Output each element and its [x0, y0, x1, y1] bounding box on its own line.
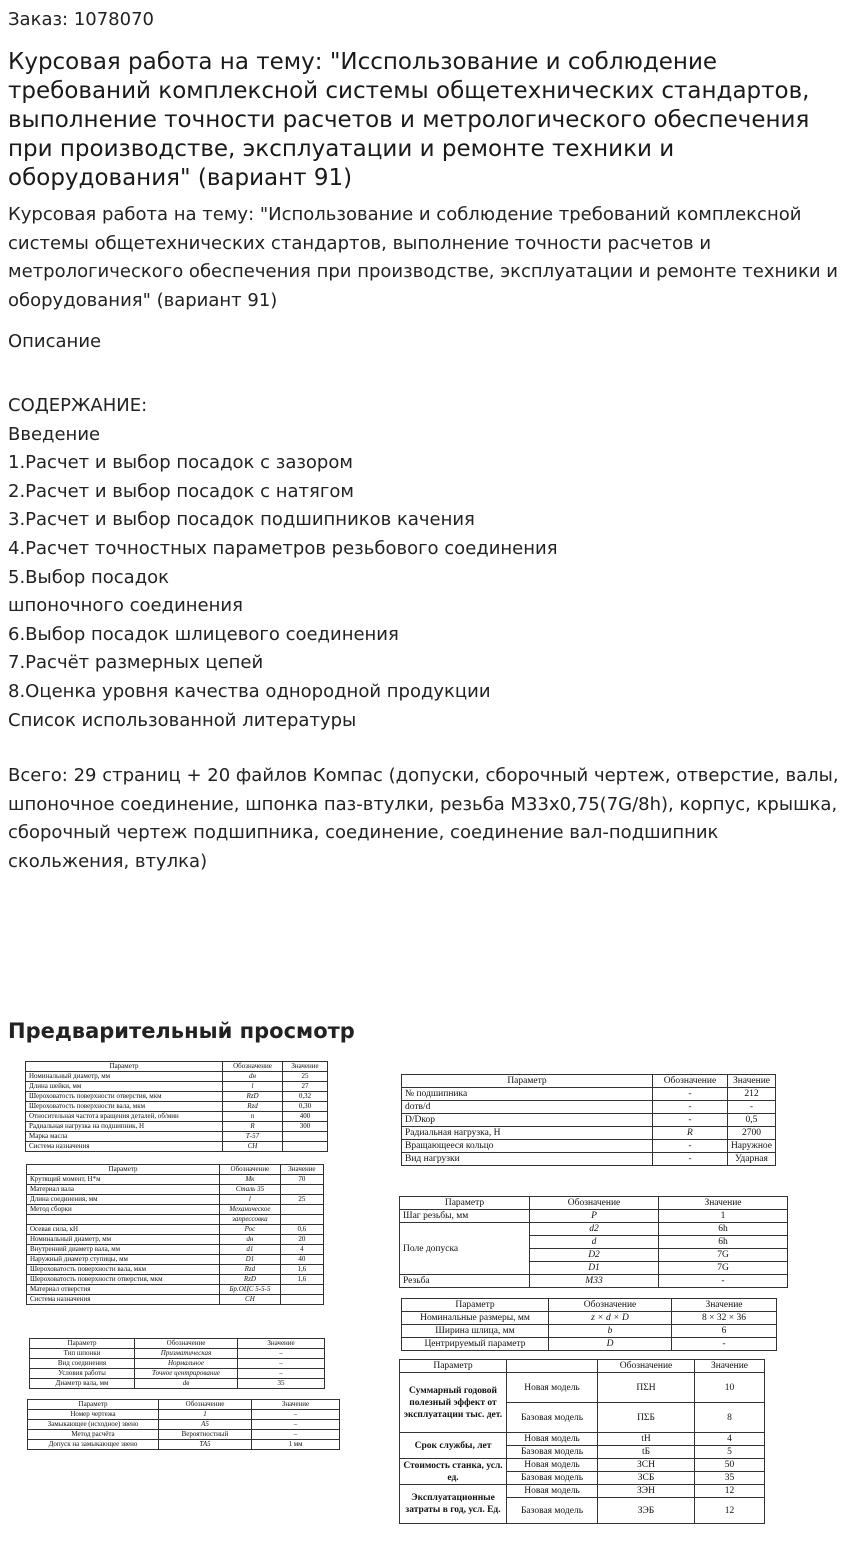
table-row [400, 1433, 765, 1446]
table-row [400, 1223, 788, 1236]
table-cell: Ударная [727, 1153, 775, 1166]
table-header: Параметр [400, 1360, 507, 1373]
table-cell [280, 1215, 323, 1225]
table-cell: 40 [280, 1255, 323, 1265]
table-header [507, 1360, 598, 1373]
table-cell: Т-57 [223, 1132, 283, 1142]
table-cell: 0,30 [282, 1102, 327, 1112]
table-cell: Шероховатость поверхности отверстия, мкм [27, 1275, 220, 1285]
table-cell: Rzd [223, 1102, 283, 1112]
table-row [400, 1459, 765, 1472]
table-row [28, 1420, 340, 1430]
table-cell: Номинальный диаметр, мм [26, 1072, 223, 1082]
table-cell: Метод сборки [27, 1205, 220, 1215]
table-cell: RzD [220, 1275, 281, 1285]
order-number: Заказ: 1078070 [8, 9, 154, 30]
table-row [402, 1114, 776, 1127]
table-row [26, 1112, 328, 1122]
table-cell: – [238, 1359, 325, 1369]
table-cell: - [672, 1338, 777, 1351]
table-cell: Новая модель [507, 1433, 598, 1446]
table-row [28, 1430, 340, 1440]
table-cell: 300 [282, 1122, 327, 1132]
table-cell: 4 [280, 1245, 323, 1255]
contents-item: Список использованной литературы [8, 709, 357, 731]
table-row [400, 1210, 788, 1223]
table-header: Параметр [27, 1165, 220, 1175]
table-cell: - [652, 1140, 727, 1153]
table-cell: Вид нагрузки [402, 1153, 653, 1166]
table-cell: 4 [695, 1433, 765, 1446]
table-cell: Материал отверстия [27, 1285, 220, 1295]
table-row [27, 1195, 324, 1205]
table-cell: 212 [727, 1088, 775, 1101]
table-header: Значение [659, 1197, 788, 1210]
preview-table-key-connection [29, 1338, 325, 1389]
table-cell: 2700 [727, 1127, 775, 1140]
table-cell: Допуск на замыкающее звено [28, 1440, 159, 1450]
description-label: Описание [8, 331, 102, 352]
table-row [26, 1072, 328, 1082]
table-cell: - [652, 1101, 727, 1114]
table-row [28, 1410, 340, 1420]
table-header: Значение [727, 1075, 775, 1088]
table-cell: D [549, 1338, 672, 1351]
page-title: Курсовая работа на тему: "Исспользование и соблюдение требований комплексной системы общетехнических стандартов, выполнение точности расчетов и метрологического обеспечения при производстве, эксплуатации и ремонте техники и оборудования" (вариант 91) [8, 49, 810, 191]
table-cell: Бр.ОЦС 5-5-5 [220, 1285, 281, 1295]
table-row [28, 1440, 340, 1450]
table-row [402, 1325, 777, 1338]
table-cell: 25 [282, 1072, 327, 1082]
table-cell: Новая модель [507, 1485, 598, 1498]
table-cell: Механическое [220, 1205, 281, 1215]
contents-item: 7.Расчёт размерных цепей [8, 652, 264, 674]
table-cell: Базовая модель [507, 1472, 598, 1485]
preview-table-interference-fit [26, 1164, 324, 1305]
table-row [400, 1373, 765, 1403]
table-row [402, 1338, 777, 1351]
table-cell [27, 1215, 220, 1225]
table-row [30, 1369, 325, 1379]
table-cell: Тип шпонки [30, 1349, 135, 1359]
table-cell: Диаметр вала, мм [30, 1379, 135, 1389]
table-row [30, 1379, 325, 1389]
table-cell: 6h [659, 1223, 788, 1236]
table-cell: Эксплуатационные затраты в год, усл. Ед. [400, 1485, 507, 1524]
table-cell: D1 [530, 1262, 659, 1275]
contents-list [8, 392, 843, 735]
table-cell: D2 [530, 1249, 659, 1262]
table-row [27, 1225, 324, 1235]
contents-item: 5.Выбор посадок [8, 566, 170, 588]
table-cell: - [652, 1153, 727, 1166]
table-row [30, 1359, 325, 1369]
table-cell: 0,6 [280, 1225, 323, 1235]
table-header: Обозначение [530, 1197, 659, 1210]
work-subtitle: Курсовая работа на тему: "Использование и соблюдение требований комплексной системы общетехнических стандартов, выполнение точности расчетов и метрологического обеспечения при производстве, эксплуатации и ремонте техники и оборудования" (вариант 91) [8, 204, 838, 311]
table-row [27, 1205, 324, 1215]
table-cell: Радиальная нагрузка, Н [402, 1127, 653, 1140]
table-cell: 12 [695, 1498, 765, 1524]
table-cell: tБ [598, 1446, 695, 1459]
contents-item: 1.Расчет и выбор посадок с зазором [8, 452, 353, 474]
table-row [400, 1485, 765, 1498]
table-cell [282, 1142, 327, 1152]
table-header: Параметр [30, 1339, 135, 1349]
table-cell: Вероятностный [159, 1430, 252, 1440]
table-cell: b [549, 1325, 672, 1338]
table-cell [280, 1185, 323, 1195]
table-cell: Вид соединения [30, 1359, 135, 1369]
table-cell: Шаг резьбы, мм [400, 1210, 530, 1223]
table-cell: ЗЭБ [598, 1498, 695, 1524]
table-cell: Сталь 35 [220, 1185, 281, 1195]
table-cell: Нормальное [135, 1359, 238, 1369]
table-row [402, 1140, 776, 1153]
table-cell: ЗСН [598, 1459, 695, 1472]
table-header: Обозначение [652, 1075, 727, 1088]
table-cell: P [530, 1210, 659, 1223]
table-cell: Резьба [400, 1275, 530, 1288]
table-row [402, 1088, 776, 1101]
table-cell: Осевая сила, кН [27, 1225, 220, 1235]
table-cell: l [220, 1195, 281, 1205]
table-row [27, 1255, 324, 1265]
table-cell: Базовая модель [507, 1403, 598, 1433]
table-cell: Метод расчёта [28, 1430, 159, 1440]
table-cell: ПΣБ [598, 1403, 695, 1433]
table-cell: dотв/d [402, 1101, 653, 1114]
table-cell: Ширина шлица, мм [402, 1325, 549, 1338]
contents-item: Введение [8, 423, 101, 445]
table-cell: – [238, 1349, 325, 1359]
table-cell: 1 [659, 1210, 788, 1223]
table-cell: - [652, 1114, 727, 1127]
table-cell: 1 [159, 1410, 252, 1420]
table-row [27, 1245, 324, 1255]
preview-table-spline [401, 1298, 777, 1351]
table-cell: 8 [695, 1403, 765, 1433]
table-header: Обозначение [549, 1299, 672, 1312]
table-row [27, 1285, 324, 1295]
table-row [27, 1265, 324, 1275]
table-cell: Суммарный годовой полезный эффект от эксплуатации тыс. дет. [400, 1373, 507, 1433]
table-header: Обозначение [598, 1360, 695, 1373]
table-row [400, 1275, 788, 1288]
table-cell: Базовая модель [507, 1446, 598, 1459]
table-header: Значение [252, 1400, 340, 1410]
table-cell: 7G [659, 1249, 788, 1262]
table-header: Параметр [402, 1299, 549, 1312]
table-cell: 20 [280, 1235, 323, 1245]
table-cell: Длина соединения, мм [27, 1195, 220, 1205]
table-cell: Центрируемый параметр [402, 1338, 549, 1351]
table-cell: 7G [659, 1262, 788, 1275]
table-cell: d2 [530, 1223, 659, 1236]
preview-table-dimension-chain [27, 1399, 340, 1450]
table-cell: Материал вала [27, 1185, 220, 1195]
table-cell: 5 [695, 1446, 765, 1459]
table-row [27, 1235, 324, 1245]
table-cell: 6 [672, 1325, 777, 1338]
table-cell: Срок службы, лет [400, 1433, 507, 1459]
table-header: Обозначение [220, 1165, 281, 1175]
table-cell: Новая модель [507, 1459, 598, 1472]
table-row [27, 1175, 324, 1185]
table-cell: D/Dкор [402, 1114, 653, 1127]
table-header: Обозначение [135, 1339, 238, 1349]
table-cell: – [252, 1420, 340, 1430]
contents-item: 2.Расчет и выбор посадок с натягом [8, 480, 354, 502]
table-cell: dн [220, 1235, 281, 1245]
table-cell: 0,32 [282, 1092, 327, 1102]
table-header: Значение [695, 1360, 765, 1373]
table-cell: R [652, 1127, 727, 1140]
table-cell: z × d × D [549, 1312, 672, 1325]
table-cell: Шероховатость поверхности вала, мкм [26, 1102, 223, 1112]
table-row [402, 1127, 776, 1140]
table-cell: Наружный диаметр ступицы, мм [27, 1255, 220, 1265]
table-header: Параметр [402, 1075, 653, 1088]
table-cell: – [252, 1410, 340, 1420]
contents-item: 4.Расчет точностных параметров резьбового соединения [8, 537, 558, 559]
table-cell: 400 [282, 1112, 327, 1122]
table-cell: Номинальный диаметр, мм [27, 1235, 220, 1245]
table-header: Значение [672, 1299, 777, 1312]
table-cell: - [659, 1275, 788, 1288]
table-cell: Наружное [727, 1140, 775, 1153]
preview-table-clearance-fit [25, 1061, 328, 1152]
table-cell: d [530, 1236, 659, 1249]
table-cell: Шероховатость поверхности отверстия, мкм [26, 1092, 223, 1102]
table-cell: 1 мм [252, 1440, 340, 1450]
contents-item: 3.Расчет и выбор посадок подшипников качения [8, 509, 475, 531]
table-cell: 70 [280, 1175, 323, 1185]
table-cell: Рос [220, 1225, 281, 1235]
table-cell: 6h [659, 1236, 788, 1249]
table-cell: Система назначения [26, 1142, 223, 1152]
table-cell: l [223, 1082, 283, 1092]
table-row [26, 1092, 328, 1102]
table-cell: СН [223, 1142, 283, 1152]
table-cell: Поле допуска [400, 1223, 530, 1275]
preview-table-bearing [401, 1074, 776, 1166]
table-header: Параметр [28, 1400, 159, 1410]
table-cell: Новая модель [507, 1373, 598, 1403]
table-cell: ПΣН [598, 1373, 695, 1403]
table-header: Параметр [400, 1197, 530, 1210]
table-row [26, 1082, 328, 1092]
table-cell: d1 [220, 1245, 281, 1255]
table-cell: М33 [530, 1275, 659, 1288]
table-cell: – [238, 1369, 325, 1379]
table-cell: 12 [695, 1485, 765, 1498]
table-cell: № подшипника [402, 1088, 653, 1101]
contents-item: 6.Выбор посадок шлицевого соединения [8, 623, 399, 645]
table-cell: Внутренний диаметр вала, мм [27, 1245, 220, 1255]
table-cell: n [223, 1112, 283, 1122]
preview-table-thread [399, 1196, 788, 1288]
table-cell: 25 [280, 1195, 323, 1205]
table-cell: - [727, 1101, 775, 1114]
table-row [27, 1185, 324, 1195]
table-cell: 0,5 [727, 1114, 775, 1127]
table-cell: Вращающееся кольцо [402, 1140, 653, 1153]
preview-heading: Предварительный просмотр [8, 1019, 355, 1043]
table-cell: Условия работы [30, 1369, 135, 1379]
table-cell: Мк [220, 1175, 281, 1185]
table-cell: Марка масла [26, 1132, 223, 1142]
table-row [26, 1122, 328, 1132]
table-cell: Длина шейки, мм [26, 1082, 223, 1092]
table-cell: RzD [223, 1092, 283, 1102]
table-cell: 50 [695, 1459, 765, 1472]
table-cell: D1 [220, 1255, 281, 1265]
contents-item: 8.Оценка уровня качества однородной продукции [8, 680, 491, 702]
table-row [27, 1215, 324, 1225]
table-header: Значение [238, 1339, 325, 1349]
table-cell: Номинальные размеры, мм [402, 1312, 549, 1325]
total-files-text: Всего: 29 страниц + 20 файлов Компас (допуски, сборочный чертеж, отверстие, валы, шпоночное соединение, шпонка паз-втулки, резьба М33х0,75(7G/8h), корпус, крышка, сборочный чертеж подшипника, соединение, соединение вал-подшипник скольжения, втулка) [8, 765, 839, 872]
table-row [402, 1153, 776, 1166]
table-cell: dв [135, 1379, 238, 1389]
table-cell: Rzd [220, 1265, 281, 1275]
table-cell: – [252, 1430, 340, 1440]
table-cell [280, 1285, 323, 1295]
table-cell [280, 1205, 323, 1215]
table-cell: Относительная частота вращения деталей, об/мин [26, 1112, 223, 1122]
table-cell: 1,6 [280, 1265, 323, 1275]
table-cell: Крутящий момент, Н*м [27, 1175, 220, 1185]
table-row [26, 1102, 328, 1112]
table-cell: R [223, 1122, 283, 1132]
table-cell: 1,6 [280, 1275, 323, 1285]
table-cell: запрессовка [220, 1215, 281, 1225]
table-cell: dн [223, 1072, 283, 1082]
table-cell: tН [598, 1433, 695, 1446]
table-cell: Замыкающее (исходное) звено [28, 1420, 159, 1430]
table-cell: ЗСБ [598, 1472, 695, 1485]
table-header: Значение [282, 1062, 327, 1072]
table-header: Обозначение [223, 1062, 283, 1072]
table-cell: А5 [159, 1420, 252, 1430]
table-cell: 35 [238, 1379, 325, 1389]
table-cell: ТА5 [159, 1440, 252, 1450]
table-cell: 8 × 32 × 36 [672, 1312, 777, 1325]
preview-table-quality [399, 1359, 765, 1524]
table-cell: Радиальная нагрузка на подшипник, Н [26, 1122, 223, 1132]
table-cell: Базовая модель [507, 1498, 598, 1524]
table-cell [280, 1295, 323, 1305]
table-cell: 35 [695, 1472, 765, 1485]
table-row [30, 1349, 325, 1359]
table-row [402, 1101, 776, 1114]
table-header: Параметр [26, 1062, 223, 1072]
table-cell: Шероховатость поверхности вала, мкм [27, 1265, 220, 1275]
table-row [26, 1132, 328, 1142]
table-cell: СН [220, 1295, 281, 1305]
table-cell: ЗЭН [598, 1485, 695, 1498]
table-cell: 10 [695, 1373, 765, 1403]
table-row [402, 1312, 777, 1325]
table-cell: 27 [282, 1082, 327, 1092]
table-row [27, 1295, 324, 1305]
table-cell: Точное центрирование [135, 1369, 238, 1379]
table-cell: Призматическая [135, 1349, 238, 1359]
contents-item: шпоночного соединения [8, 595, 243, 617]
contents-heading: СОДЕРЖАНИЕ: [8, 395, 148, 416]
table-cell: Система назначения [27, 1295, 220, 1305]
table-row [27, 1275, 324, 1285]
table-cell [282, 1132, 327, 1142]
table-header: Значение [280, 1165, 323, 1175]
table-cell: - [652, 1088, 727, 1101]
table-row [26, 1142, 328, 1152]
table-cell: Номер чертежа [28, 1410, 159, 1420]
table-cell: Стоимость станка, усл. ед. [400, 1459, 507, 1485]
table-header: Обозначение [159, 1400, 252, 1410]
